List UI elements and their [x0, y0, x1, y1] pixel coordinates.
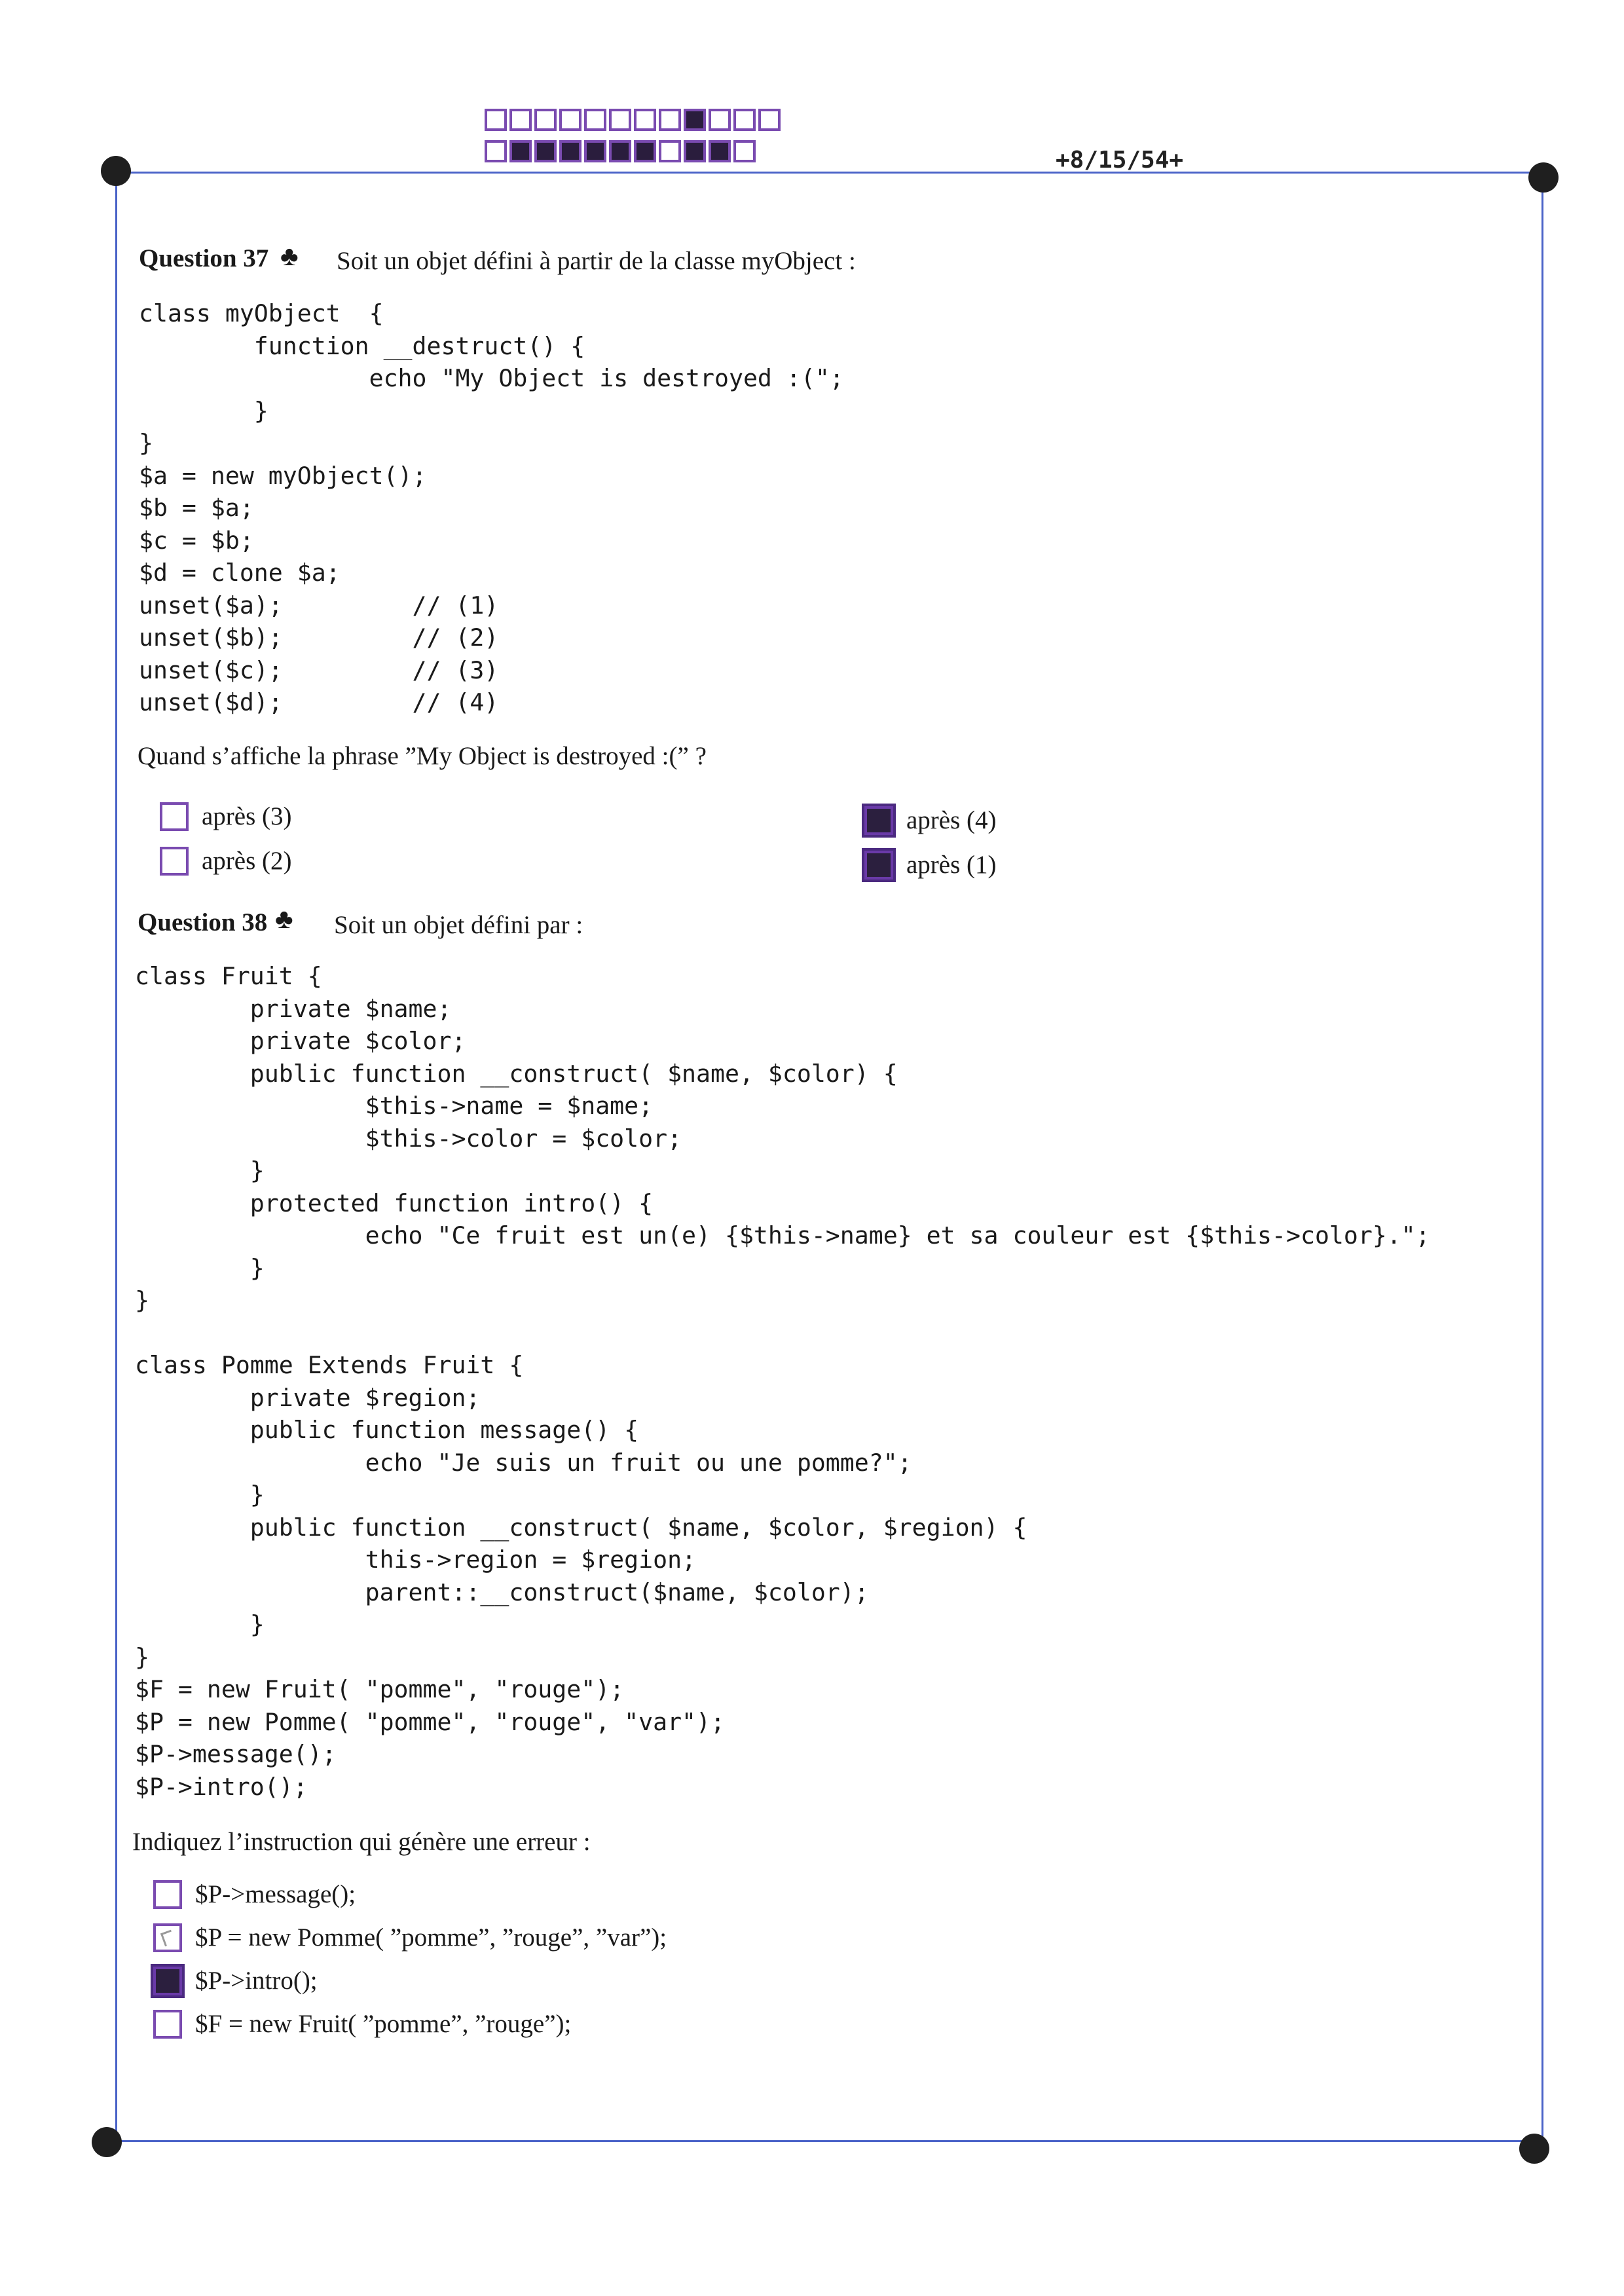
corner-marker-bottom-left	[92, 2127, 122, 2157]
id-cell	[485, 109, 507, 131]
id-cell	[534, 109, 557, 131]
id-cell	[709, 140, 731, 162]
corner-marker-top-left	[101, 156, 131, 186]
id-cell	[733, 140, 756, 162]
id-cell	[733, 109, 756, 131]
id-cell	[634, 140, 656, 162]
id-cell	[659, 140, 681, 162]
q38-option-2[interactable]	[153, 1923, 667, 1952]
id-cell	[659, 109, 681, 131]
id-cell	[584, 109, 606, 131]
checkbox[interactable]	[864, 851, 893, 880]
id-cell	[684, 109, 706, 131]
q37-option-1[interactable]	[160, 802, 292, 831]
question-38-title: Question 38	[138, 908, 268, 936]
option-label: après (3)	[202, 802, 292, 830]
q37-option-3[interactable]	[864, 805, 997, 835]
question-38-prompt: Indiquez l’instruction qui génère une erreur :	[132, 1828, 591, 1856]
frame-top-line	[118, 172, 1545, 174]
checkbox[interactable]	[153, 2010, 182, 2039]
checkbox[interactable]	[153, 1967, 182, 1995]
question-38-code: class Fruit { private $name; private $color; public function __construct( $name, $color) { $this->name = $name; $this->color = $color; } protected function intro() { echo "Ce fruit est un(e) {$this->name} et sa couleur est {$this->color}."; } } class Pomme Extends Fruit { private $region; public function message() { echo "Je suis un fruit ou une pomme?"; } public function __construct( $name, $color, $region) { this->region = $region; parent::__construct($name, $color); } } $F = new Fruit( "pomme", "rouge"); $P = new Pomme( "pomme", "rouge", "var"); $P->message(); $P->intro();	[135, 962, 1430, 1801]
page-code: +8/15/54+	[1056, 147, 1184, 174]
id-cell	[758, 109, 781, 131]
id-cell	[609, 109, 631, 131]
frame-right-line	[1541, 172, 1543, 2143]
id-cell	[584, 140, 606, 162]
q37-option-2[interactable]	[160, 846, 292, 876]
id-cell	[559, 140, 581, 162]
question-37-intro: Soit un objet défini à partir de la classe myObject :	[337, 247, 856, 275]
corner-marker-top-right	[1528, 162, 1559, 193]
q37-option-4[interactable]	[864, 850, 997, 880]
option-label: $F = new Fruit( ”pomme”, ”rouge”);	[195, 2010, 572, 2038]
frame-left-line	[115, 172, 117, 2143]
checkbox[interactable]	[153, 1923, 182, 1952]
question-37-title: Question 37	[139, 244, 269, 272]
id-cell	[634, 109, 656, 131]
option-label: après (4)	[906, 806, 997, 834]
question-37-code: class myObject { function __destruct() { echo "My Object is destroyed :("; } } $a = new myObject(); $b = $a; $c = $b; $d = clone $a; unset($a); // (1) unset($b); // (2) unset($c); // (3) unset($d); // (4)	[139, 299, 844, 716]
option-label: $P->message();	[195, 1880, 356, 1908]
id-cell	[709, 109, 731, 131]
option-label: $P = new Pomme( ”pomme”, ”rouge”, ”var”);	[195, 1923, 667, 1952]
id-cell	[485, 140, 507, 162]
q38-option-3[interactable]	[153, 1966, 318, 1995]
corner-marker-bottom-right	[1519, 2134, 1549, 2164]
q38-option-1[interactable]	[153, 1879, 356, 1909]
question-37-prompt: Quand s’affiche la phrase ”My Object is destroyed :(” ?	[138, 742, 707, 770]
id-code-boxes-row-1	[485, 109, 781, 131]
id-cell	[509, 109, 532, 131]
frame-bottom-line	[105, 2140, 1539, 2142]
id-cell	[609, 140, 631, 162]
id-cell	[509, 140, 532, 162]
q38-option-4[interactable]	[153, 2009, 571, 2039]
option-label: après (1)	[906, 851, 997, 879]
club-icon: ♣	[280, 242, 299, 272]
checkbox[interactable]	[160, 802, 189, 831]
id-code-boxes-row-2	[485, 140, 756, 162]
checkbox[interactable]	[160, 847, 189, 876]
option-label: après (2)	[202, 847, 292, 875]
id-cell	[559, 109, 581, 131]
club-icon: ♣	[275, 904, 293, 935]
id-cell	[684, 140, 706, 162]
checkbox[interactable]	[864, 806, 893, 835]
question-38-intro: Soit un objet défini par :	[334, 911, 583, 939]
option-label: $P->intro();	[195, 1967, 318, 1995]
checkbox[interactable]	[153, 1880, 182, 1909]
id-cell	[534, 140, 557, 162]
